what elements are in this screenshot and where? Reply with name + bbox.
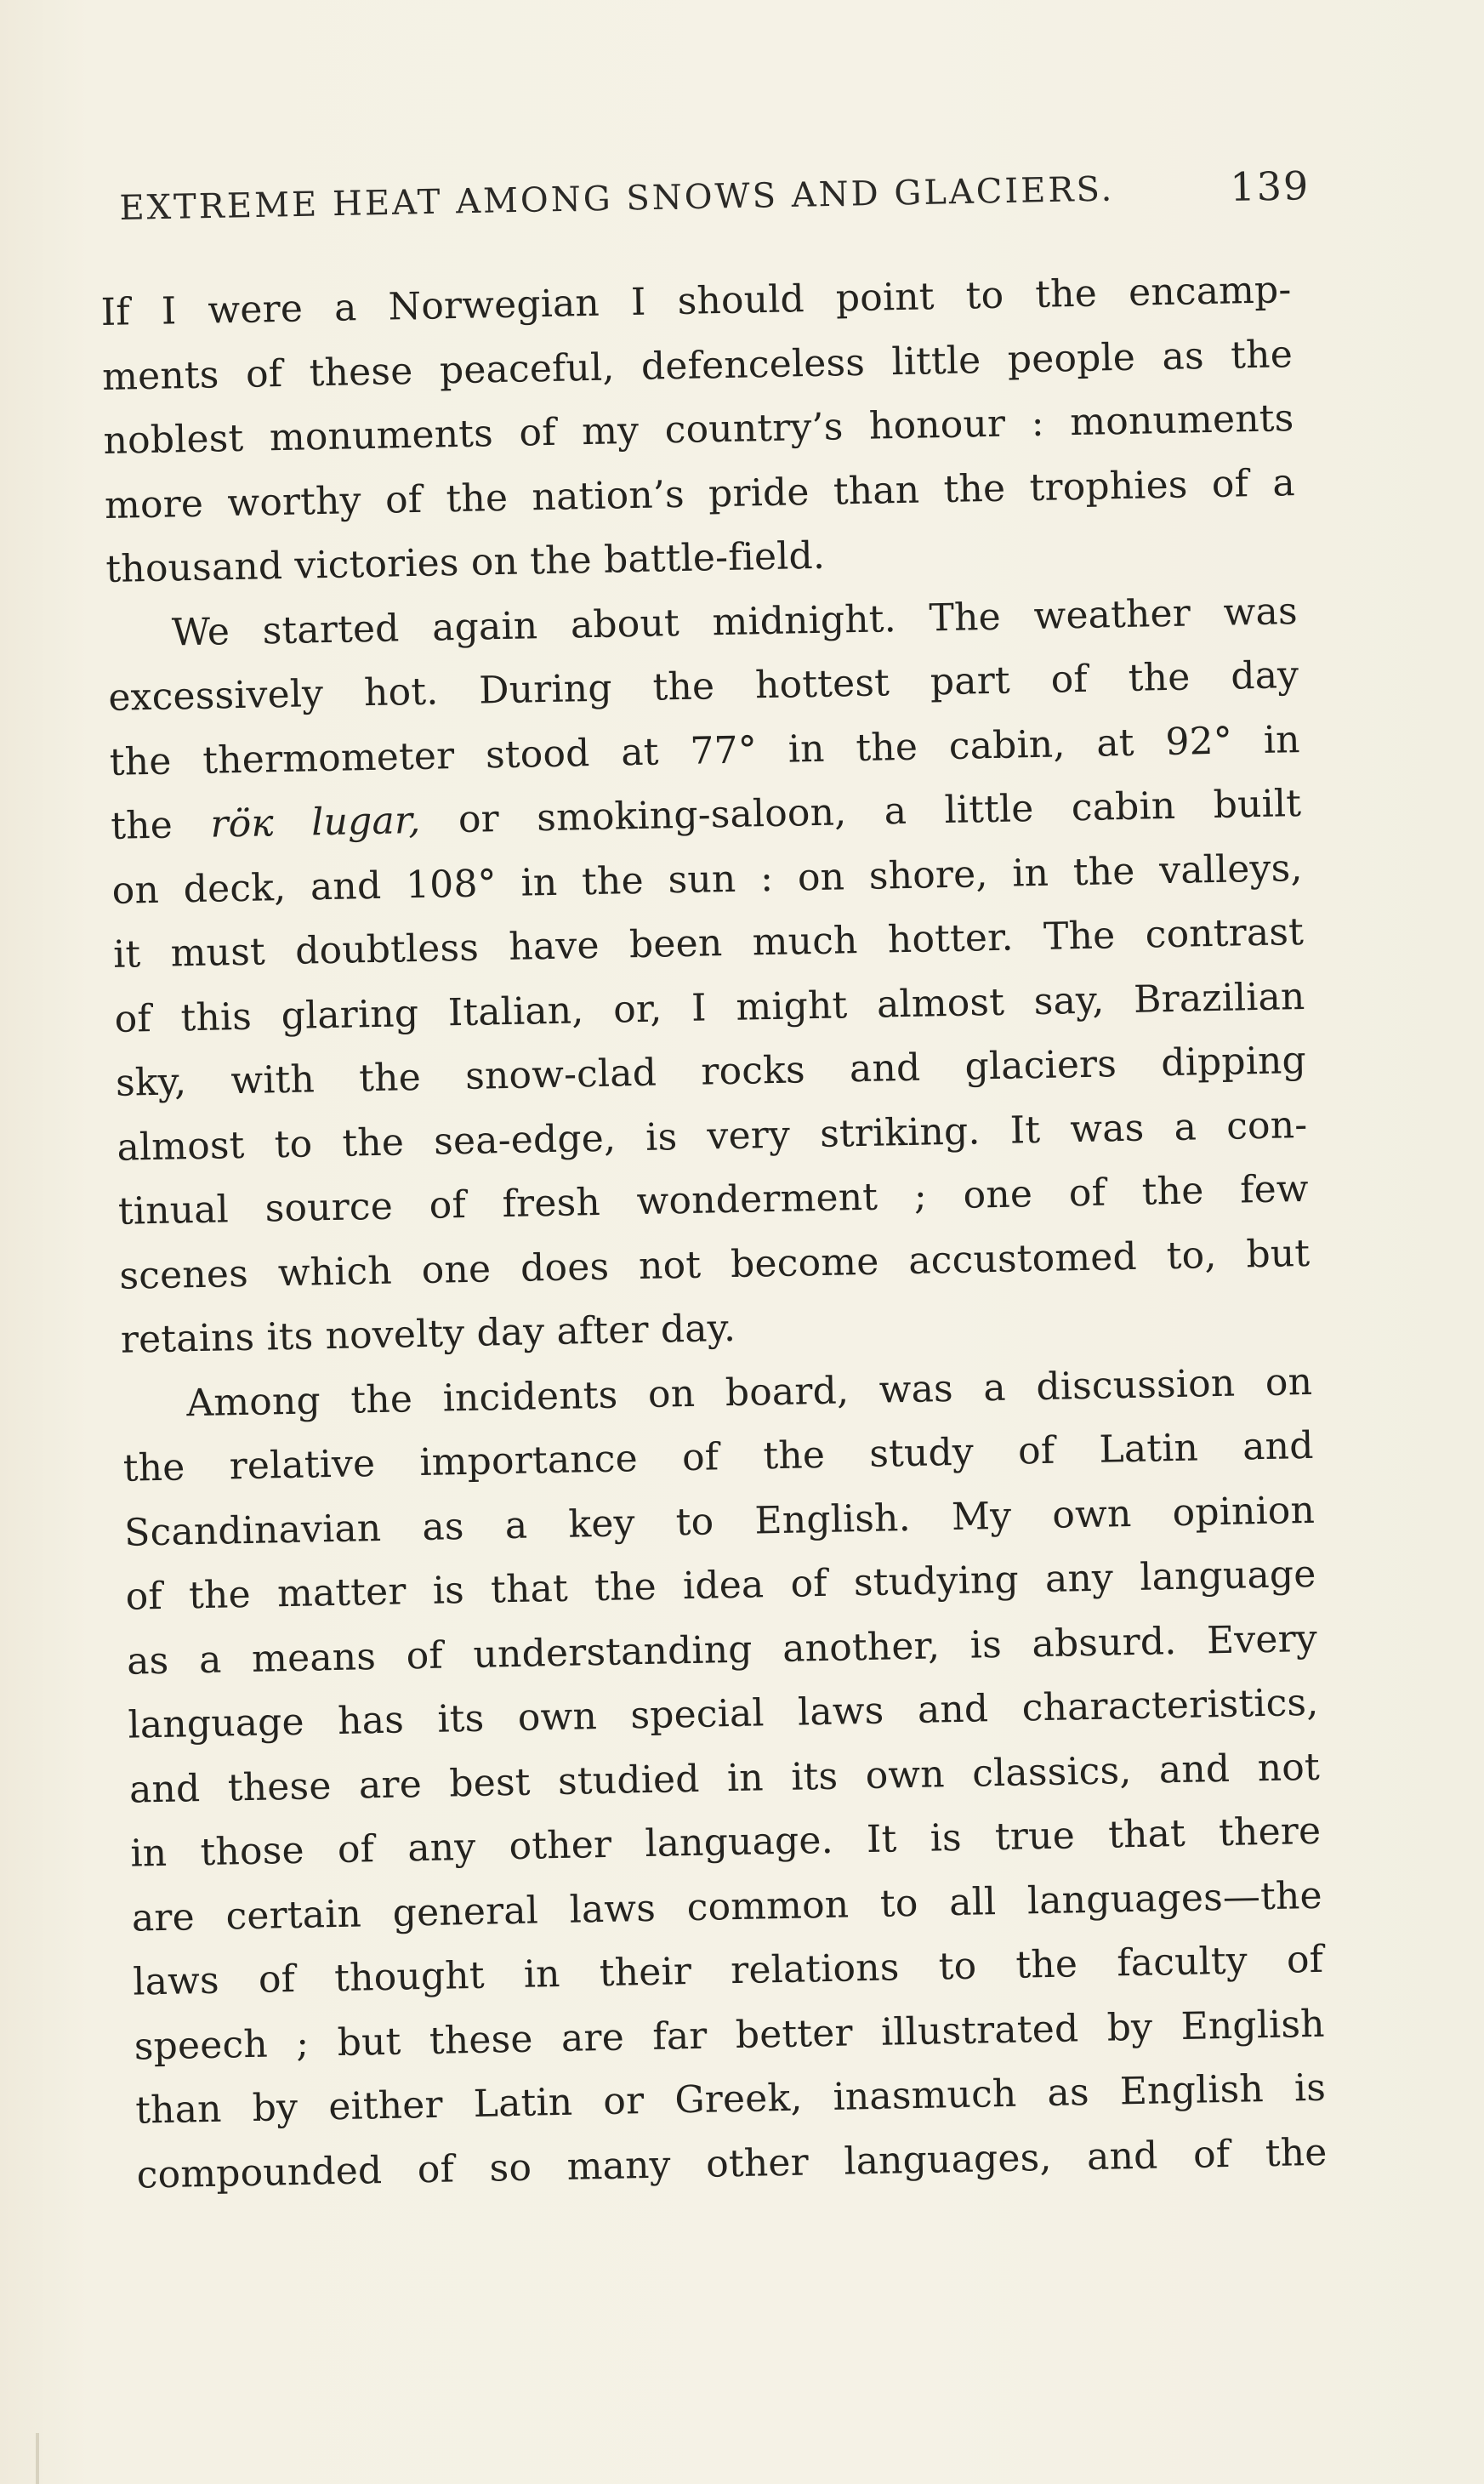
text-line: We started again about midnight. The weather was [171, 589, 1299, 654]
paper-edge-mark [36, 2433, 39, 2484]
text-fragment: the [110, 803, 173, 848]
running-title: EXTREME HEAT AMONG SNOWS AND GLACIERS. [119, 169, 1115, 228]
text-line: If I were a Norwegian I should point to the encamp- [100, 268, 1292, 334]
text-line: the relative importance of the study of Latin and [122, 1423, 1315, 1490]
text-fragment: or smoking-saloon, a little cabin built [458, 782, 1302, 842]
running-head [119, 162, 1311, 257]
italic-term: röк lugar, [209, 798, 421, 846]
text-line: compounded of so many other languages, and of the [136, 2130, 1328, 2197]
text-line: more worthy of the nation’s pride than the trophies of a [104, 460, 1296, 527]
text-line: noblest monuments of my country’s honour : monuments [103, 396, 1294, 463]
text-line: retains its novelty day after day. [120, 1306, 736, 1362]
text-line: tinual source of fresh wonderment ; one of the few [117, 1166, 1310, 1233]
text-line: language has its own special laws and characteristics, [128, 1680, 1319, 1747]
text-line: of the matter is that the idea of studying any language [125, 1552, 1316, 1619]
text-line: than by either Latin or Greek, inasmuch as English is [134, 2065, 1327, 2133]
text-line: in those of any other language. It is true that there [130, 1809, 1322, 1876]
text-line: speech ; but these are far better illustrated by English [134, 2002, 1326, 2069]
body-text [100, 258, 1328, 2207]
text-line: almost to the sea-edge, is very striking. It was a con- [117, 1102, 1308, 1170]
text-line: of this glaring Italian, or, I might almost say, Brazilian [114, 974, 1305, 1041]
text-line: scenes which one does not become accustomed to, but [118, 1231, 1311, 1298]
text-line: are certain general laws common to all languages—the [131, 1873, 1323, 1940]
text-line: Among the incidents on board, was a discussion on [185, 1359, 1313, 1425]
text-line: it must doubtless have been much hotter. The contrast [112, 909, 1305, 977]
text-line: Scandinavian as a key to English. My own opinion [123, 1488, 1316, 1555]
text-line: as a means of understanding another, is absurd. Every [126, 1616, 1318, 1684]
text-line: thousand victories on the battle-field. [105, 533, 826, 591]
text-line: on deck, and 108° in the sun : on shore, in the valleys, [111, 846, 1303, 913]
text-line: excessively hot. During the hottest part of the day [107, 653, 1299, 720]
text-line: the thermometer stood at 77° in the cabin, at 92° in [109, 717, 1301, 784]
page-number: 139 [1229, 162, 1311, 210]
text-line: and these are best studied in its own classics, and not [128, 1745, 1321, 1812]
text-line: sky, with the snow-clad rocks and glaciers dipping [115, 1038, 1307, 1105]
text-line: ments of these peaceful, defenceless little people as the [101, 332, 1294, 399]
text-line: laws of thought in their relations to the faculty of [132, 1937, 1324, 2004]
